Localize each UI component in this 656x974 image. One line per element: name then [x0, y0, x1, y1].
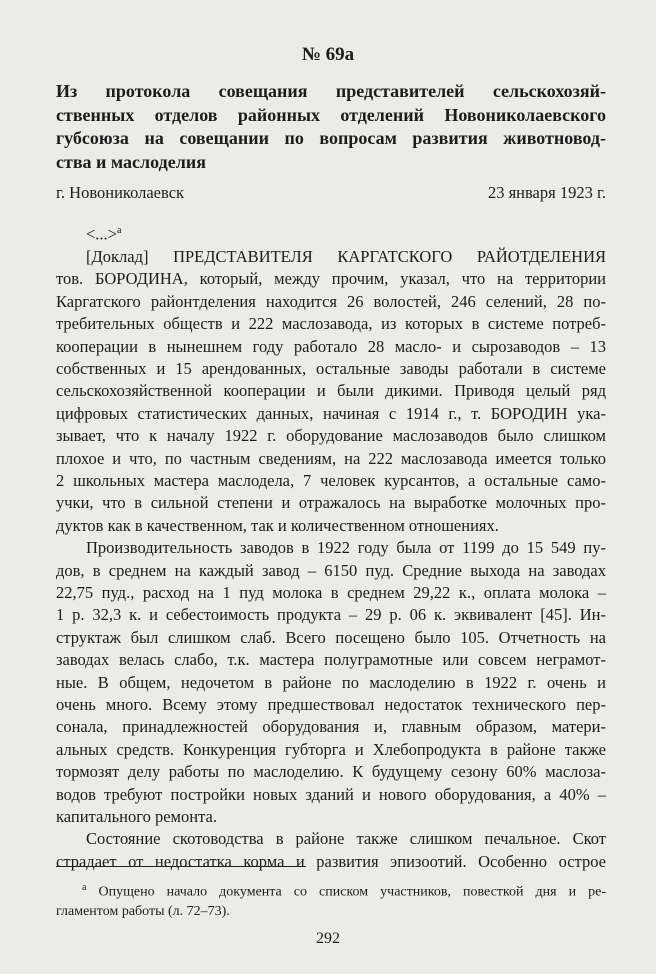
title-line: ственных отделов районных отделений Новониколаевского: [56, 104, 606, 125]
title-line: ства и маслоделия: [56, 151, 206, 172]
body-line: учки, что в сильной степени и отражалось на выработке молочных про-: [56, 493, 606, 513]
body-line: [Доклад] ПРЕДСТАВИТЕЛЯ КАРГАТСКОГО РАЙОТДЕЛЕНИЯ: [86, 246, 606, 266]
footnote-text: Опущено начало документа со списком участников, повесткой дня и ре-: [98, 884, 607, 900]
body-line: дуктов как в качественном, так и количественном отношениях.: [56, 515, 499, 535]
footnote-divider: [56, 866, 306, 867]
body-line: плохое и что, по частным сведениям, на 222 маслозавода имеется только: [56, 448, 606, 468]
document-number: № 69а: [301, 44, 355, 65]
body-line: тов. БОРОДИНА, который, между прочим, указал, что на территории: [56, 269, 606, 289]
document-body: [56, 220, 606, 873]
body-line: дов, в среднем на каждый завод – 6150 пуд. Средние выхода на заводах: [56, 560, 606, 580]
footnote-line: гламентом работы (л. 72–73).: [56, 903, 230, 919]
body-line: заводах велась слабо, т.к. мастера полуграмотные или совсем неграмот-: [56, 650, 606, 670]
body-line: 22,75 пуд., расход на 1 пуд молока в среднем 29,22 к., оплата молока –: [56, 583, 606, 602]
document-place: г. Новониколаевск: [56, 183, 185, 202]
body-line: тормозят делу работы по маслоделию. К будущему сезону 60% маслоза-: [56, 762, 606, 782]
body-line: водов требуют постройки новых зданий и нового оборудования, а 40% –: [56, 784, 606, 804]
body-line: Производительность заводов в 1922 году была от 1199 до 15 549 пу-: [86, 538, 606, 558]
document-date: 23 января 1923 г.: [487, 183, 606, 202]
body-line: очень много. Всему этому предшествовал недостаток технического пер-: [56, 695, 606, 715]
body-line: альных средств. Конкуренция губторга и Хлебопродукта в районе также: [56, 739, 606, 759]
body-line: 1 р. 32,3 к. и себестоимость продукта – 29 р. 06 к. эквивалент [45]. Ин-: [56, 605, 606, 625]
body-line: структаж был слишком слаб. Всего посещено было 105. Отчетность на: [56, 627, 606, 647]
body-line: сонала, принадлежностей оборудования и, главным образом, матери-: [56, 717, 606, 737]
body-line: цифровых статистических данных, начиная с 1914 г., т. БОРОДИН ука-: [56, 403, 606, 423]
footnote: [56, 878, 606, 921]
body-line: собственных и 15 арендованных, остальные заводы работали в системе: [56, 358, 606, 378]
body-line: 2 школьных мастера маслодела, 7 человек курсантов, а остальные само-: [56, 470, 606, 490]
title-line: губсоюза на совещании по вопросам развития животновод-: [56, 128, 606, 148]
omission-marker: <...>: [86, 224, 117, 244]
footnote-line: [56, 878, 606, 902]
body-line: Каргатского районтделения находится 26 волостей, 246 селений, 28 по-: [56, 291, 606, 311]
body-line: кооперации в нынешнем году работало 28 масло- и сырозаводов – 13: [56, 336, 606, 356]
body-line: капитального ремонта.: [56, 807, 217, 827]
footnote-mark: а: [82, 882, 87, 893]
document-meta: [56, 183, 606, 203]
body-line: требительных обществ и 222 маслозавода, из которых в системе потреб-: [56, 314, 606, 334]
body-line: Состояние скотоводства в районе также слишком печальное. Скот: [86, 829, 606, 849]
omission-footnote-mark: а: [117, 225, 122, 236]
body-line: страдает от недостатка корма и развития эпизоотий. Особенно острое: [56, 851, 606, 871]
body-line: сельскохозяйственной кооперации и были дикими. Приводя целый ряд: [56, 381, 606, 401]
omission-line: [56, 220, 606, 246]
page-number: 292: [316, 930, 340, 947]
body-line: зывает, что к началу 1922 г. оборудование маслозаводов было слишком: [56, 426, 606, 446]
title-line: Из протокола совещания представителей сельскохозяй-: [56, 81, 606, 101]
body-line: ные. В общем, недочетом в районе по маслоделию в 1922 г. очень и: [56, 672, 606, 692]
document-title: [56, 80, 606, 174]
